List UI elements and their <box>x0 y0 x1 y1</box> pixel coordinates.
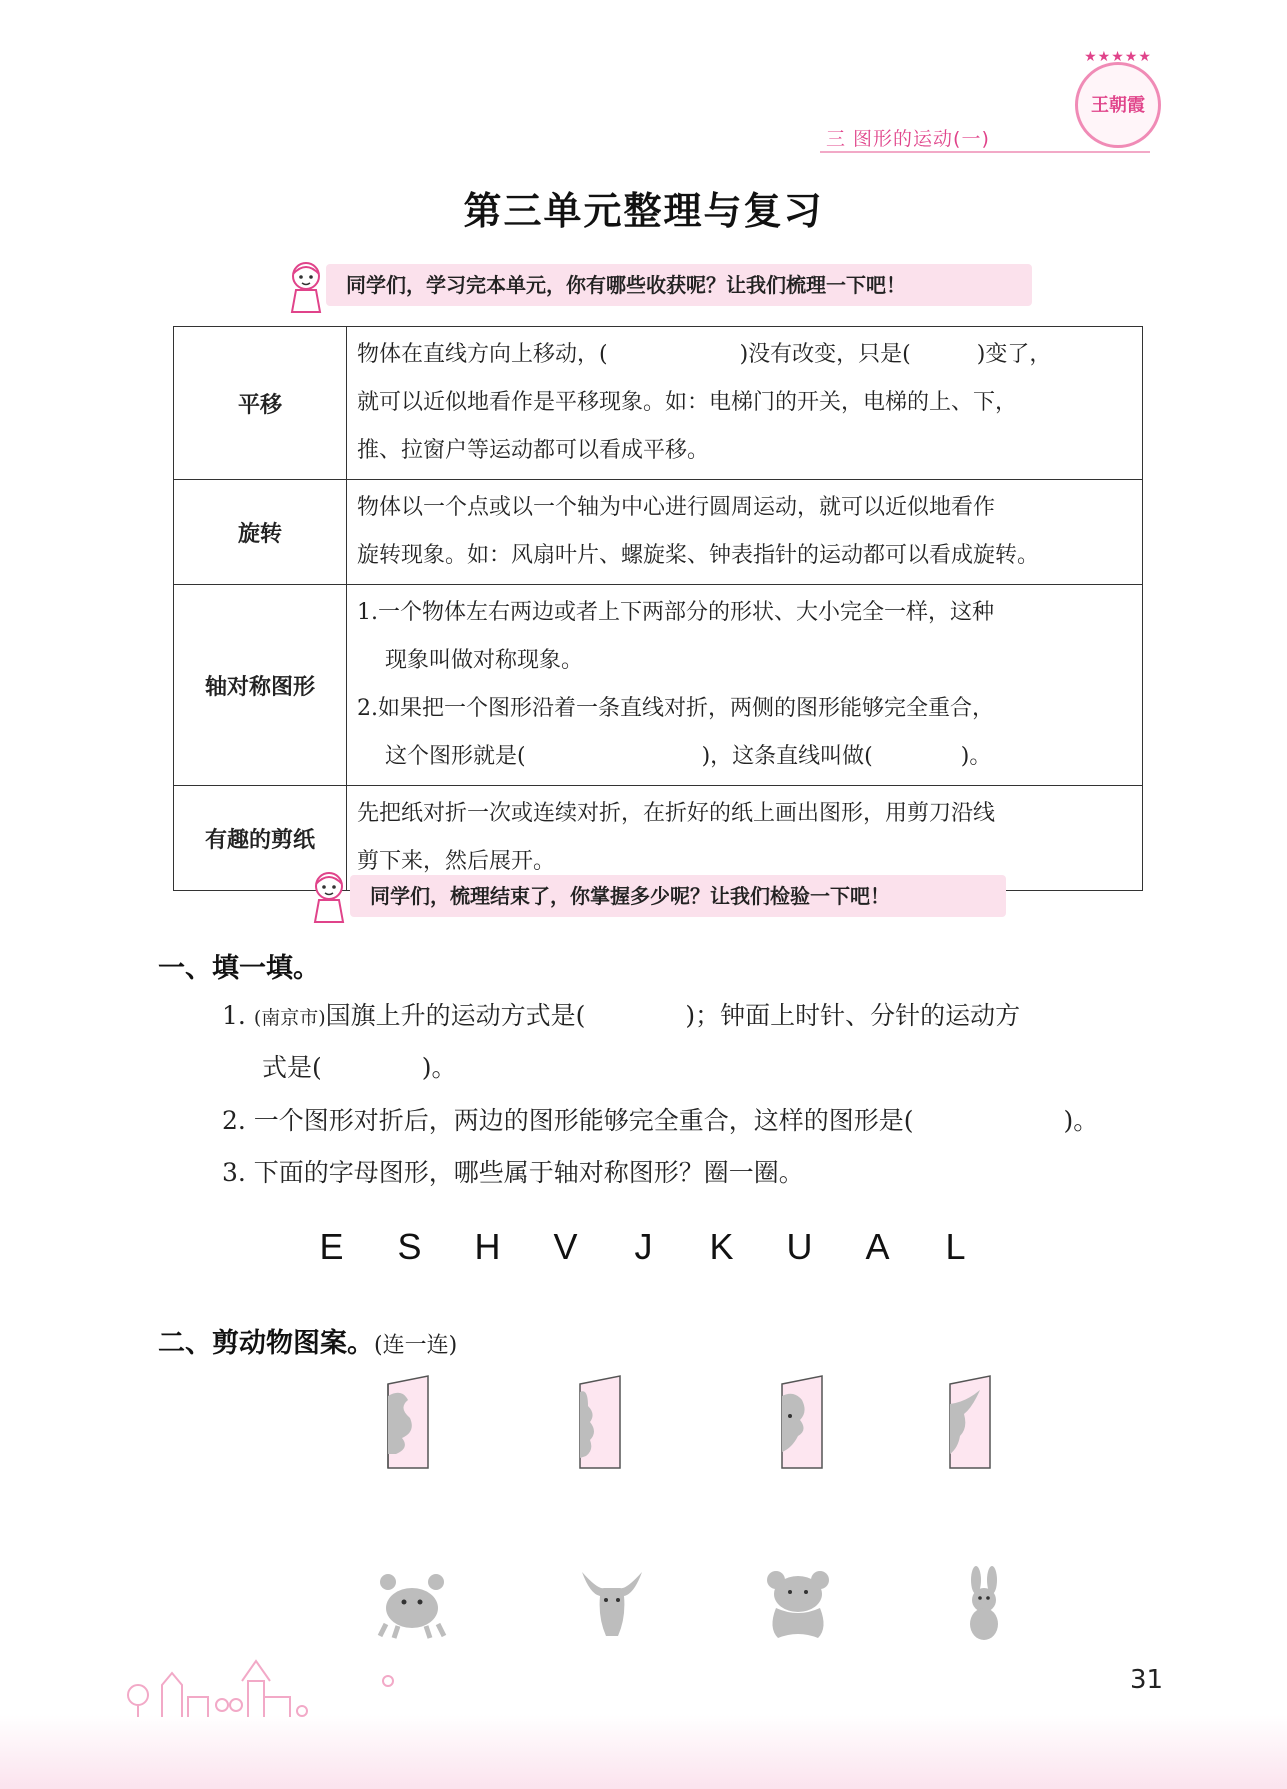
desc-line: 物体以一个点或以一个轴为中心进行圆周运动，就可以近似地看作 <box>357 495 996 520</box>
desc-line: 旋转现象。如：风扇叶片、螺旋桨、钟表指针的运动都可以看成旋转。 <box>357 543 1040 568</box>
section1-title: 一、填一填。 <box>158 953 320 984</box>
cartoon-girl-icon <box>282 258 330 314</box>
letter[interactable]: A <box>865 1226 890 1267</box>
folded-paper-goat-icon[interactable] <box>946 1374 994 1470</box>
brand-badge <box>1075 49 1161 148</box>
desc-cell <box>347 585 1143 786</box>
section2-note: (连一连) <box>374 1333 458 1358</box>
letter[interactable]: K <box>709 1226 734 1267</box>
rabbit-icon[interactable] <box>948 1566 1020 1642</box>
footer-band <box>0 1715 1287 1789</box>
summary-table <box>173 326 1143 891</box>
town-decoration-icon <box>118 1645 428 1720</box>
folded-paper-crab-icon[interactable] <box>384 1374 432 1470</box>
desc-line: 就可以近似地看作是平移现象。如：电梯门的开关，电梯的上、下， <box>357 390 1018 415</box>
question-number: 1. <box>222 1001 246 1030</box>
folded-paper-rabbit-icon[interactable] <box>576 1374 624 1470</box>
check-bubble: 同学们，梳理结束了，你掌握多少呢？让我们检验一下吧！ <box>350 875 1006 917</box>
letter[interactable]: S <box>397 1226 422 1267</box>
badge-stars: ★★★★★ <box>1084 49 1152 65</box>
bear-icon[interactable] <box>762 1566 834 1642</box>
letter[interactable]: E <box>319 1226 344 1267</box>
letter[interactable]: H <box>474 1226 501 1267</box>
letter[interactable]: U <box>786 1226 813 1267</box>
desc-line: 推、拉窗户等运动都可以看成平移。 <box>357 438 710 463</box>
table-row <box>174 585 1143 786</box>
topic-cell: 轴对称图形 <box>174 585 347 786</box>
letter[interactable]: J <box>634 1226 653 1267</box>
question-text: 国旗上升的运动方式是( )；钟面上时针、分针的运动方 <box>325 1001 1021 1030</box>
table-row <box>174 327 1143 480</box>
topic-cell: 旋转 <box>174 480 347 585</box>
letter[interactable]: L <box>945 1226 966 1267</box>
desc-line: 这个图形就是( )，这条直线叫做( )。 <box>385 744 992 769</box>
topic-cell: 有趣的剪纸 <box>174 786 347 891</box>
desc-line: 现象叫做对称现象。 <box>385 648 584 673</box>
cartoon-girl-icon <box>305 868 353 924</box>
desc-line: 剪下来，然后展开。 <box>357 849 556 874</box>
question-source: (南京市) <box>253 1007 326 1029</box>
question-1-cont: 式是( )。 <box>262 1053 457 1082</box>
crab-icon[interactable] <box>376 1566 448 1642</box>
question-1 <box>222 996 1020 1032</box>
page-title: 第三单元整理与复习 <box>463 189 824 233</box>
desc-line: 物体在直线方向上移动，( )没有改变，只是( )变了， <box>357 342 1052 367</box>
desc-cell <box>347 327 1143 480</box>
intro-bubble: 同学们，学习完本单元，你有哪些收获呢？让我们梳理一下吧！ <box>326 264 1032 306</box>
question-3: 3. 下面的字母图形，哪些属于轴对称图形？圈一圈。 <box>222 1158 804 1187</box>
question-2: 2. 一个图形对折后，两边的图形能够完全重合，这样的图形是( )。 <box>222 1106 1099 1135</box>
section2-title: 二、剪动物图案。 <box>158 1328 374 1359</box>
desc-line: 2.如果把一个图形沿着一条直线对折，两侧的图形能够完全重合， <box>357 696 994 721</box>
table-row <box>174 480 1143 585</box>
desc-cell <box>347 480 1143 585</box>
page-number: 31 <box>1130 1665 1164 1695</box>
topic-cell: 平移 <box>174 327 347 480</box>
badge-text: 王朝霞 <box>1091 95 1145 116</box>
goat-icon[interactable] <box>576 1566 648 1642</box>
folded-paper-bear-icon[interactable] <box>778 1374 826 1470</box>
desc-line: 1.一个物体左右两边或者上下两部分的形状、大小完全一样，这种 <box>357 600 994 625</box>
section-label: 三 图形的运动(一) <box>826 128 990 150</box>
letter-row <box>0 1226 1287 1268</box>
letter[interactable]: V <box>553 1226 578 1267</box>
section2-heading <box>158 1321 457 1360</box>
desc-line: 先把纸对折一次或连续对折，在折好的纸上画出图形，用剪刀沿线 <box>357 801 996 826</box>
